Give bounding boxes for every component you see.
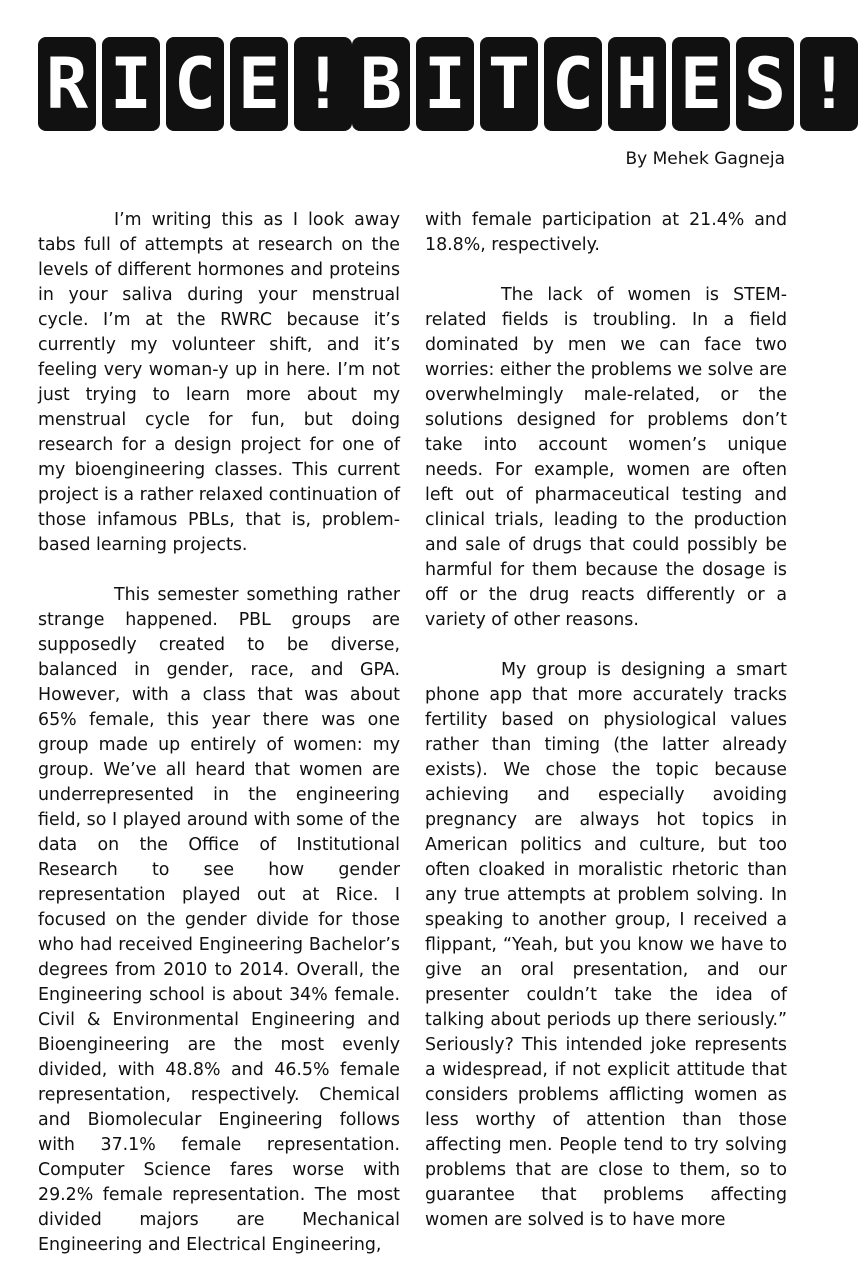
title-letter: ! <box>294 37 352 131</box>
paragraph: I’m writing this as I look away tabs full of attempts at research on the levels of different hormones and proteins in your saliva during your menstrual cycle. I’m at the RWRC because it’s currently my volunteer shift, and it’s feeling very woman-y up in here. I’m not just trying to learn more about my menstrual cycle for fun, but doing research for a design project for one of my bioengineering classes. This current project is a rather relaxed continuation of those infamous PBLs, that is, problem-based learning projects. <box>38 210 400 555</box>
title-letter: E <box>230 37 288 131</box>
title-word-bitches <box>352 37 858 131</box>
page-title <box>38 34 851 134</box>
title-letter: H <box>608 37 666 131</box>
paragraph: This semester something rather strange happened. PBL groups are supposedly created to be diverse, balanced in gender, race, and GPA. However, with a class that was about 65% female, this year there was one group made up entirely of women: my group. We’ve all heard that women are underrepresented in the engineering field, so I played around with some of the data on the Office of Institutional Research to see how gender representation played out at Rice. I focused on the gender divide for those who had received Engineering Bachelor’s degrees from 2010 to 2014. Overall, the Engineering school is about 34% female. Civil & Environmental Engineering and Bioengineering are the most evenly divided, with 48.8% and 46.5% female representation, respectively. Chemical and Biomolecular Engineering follows with 37.1% female representation. Computer Science fares worse with 29.2% female representation. The most divided majors are Mechanical Engineering and Electrical Engineering, <box>38 585 400 1255</box>
title-word-rice <box>38 37 352 131</box>
paragraph: My group is designing a smart phone app that more accurately tracks fertility based on physiological values rather than timing (the latter already exists). We chose the topic because achieving and especially avoiding pregnancy are always hot topics in American politics and culture, but too often cloaked in moralistic rhetoric than any true attempts at problem solving. In speaking to another group, I received a flippant, “Yeah, but you know we have to give an oral presentation, and our presenter couldn’t take the idea of talking about periods up there seriously.” Seriously? This intended joke represents a widespread, if not explicit attitude that considers problems afflicting women as less worthy of attention than those affecting men. People tend to try solving problems that are close to them, so to guarantee that problems affecting women are solved is to have more <box>425 660 787 1230</box>
byline: By Mehek Gagneja <box>625 149 785 169</box>
paragraph: The lack of women is STEM-related fields is troubling. In a field dominated by men we can face two worries: either the problems we solve are overwhelmingly male-related, or the solutions designed for problems don’t take into account women’s unique needs. For example, women are often left out of pharmaceutical testing and clinical trials, leading to the production and sale of drugs that could possibly be harmful for them because the dosage is off or the drug reacts differently or a variety of other reasons. <box>425 285 787 630</box>
article-column-right <box>425 208 787 1233</box>
title-letter: ! <box>800 37 858 131</box>
title-letter: I <box>416 37 474 131</box>
title-letter: B <box>352 37 410 131</box>
title-letter: E <box>672 37 730 131</box>
article-column-left <box>38 208 400 1258</box>
title-letter: C <box>544 37 602 131</box>
title-letter: S <box>736 37 794 131</box>
title-letter: T <box>480 37 538 131</box>
paragraph: with female participation at 21.4% and 18.8%, respectively. <box>425 210 787 255</box>
title-letter: I <box>102 37 160 131</box>
title-letter: C <box>166 37 224 131</box>
title-letter: R <box>38 37 96 131</box>
